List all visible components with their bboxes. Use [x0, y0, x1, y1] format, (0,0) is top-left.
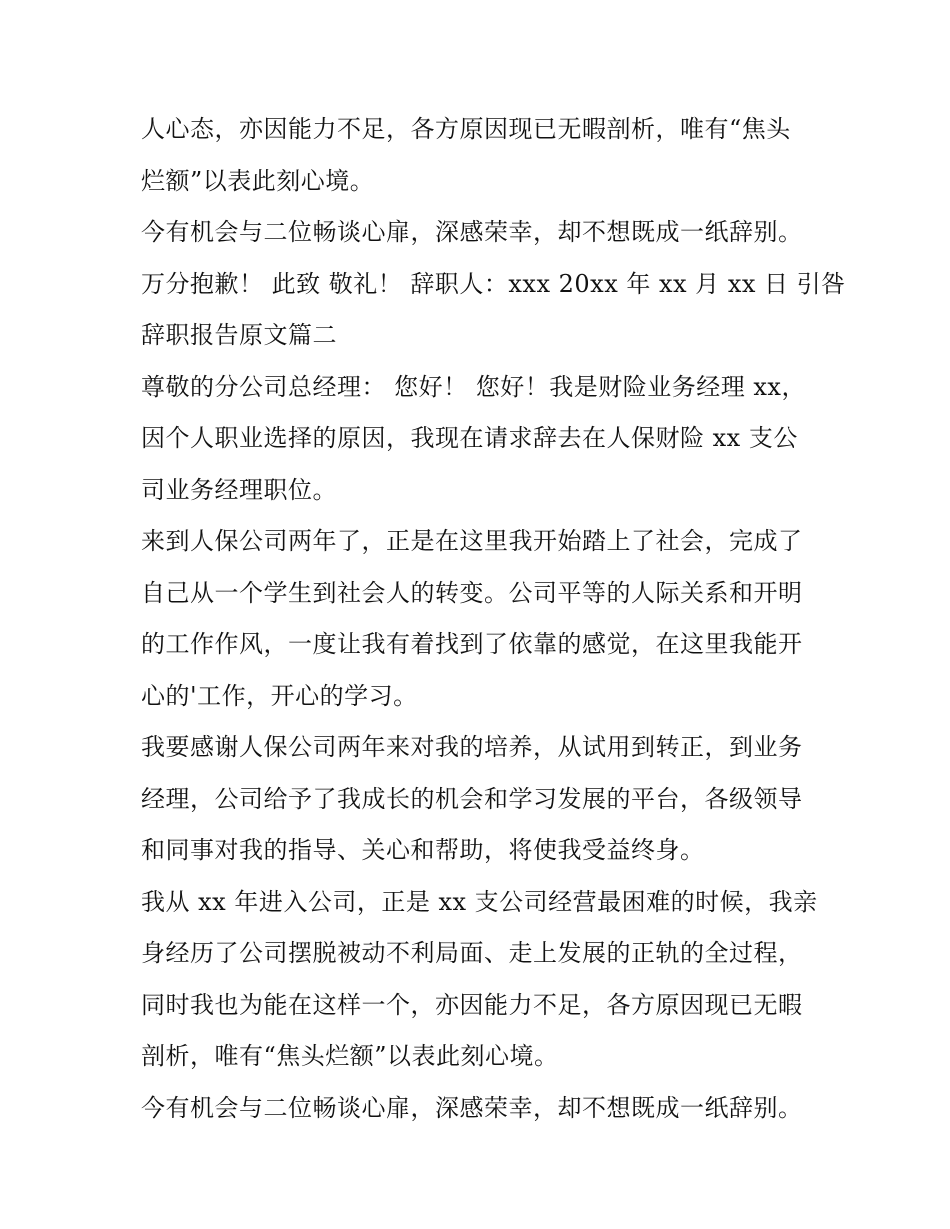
text-line: 我要感谢人保公司两年来对我的培养，从试用到转正，到业务 [141, 733, 803, 761]
text-line: 自己从一个学生到社会人的转变。公司平等的人际关系和开明 [141, 578, 803, 607]
text-line: 我从 xx 年进入公司，正是 xx 支公司经营最困难的时候，我亲 [141, 887, 818, 916]
text-line: 身经历了公司摆脱被动不利局面、走上发展的正轨的全过程， [141, 939, 803, 967]
document-body [141, 104, 846, 1134]
text-line: 的工作作风，一度让我有着找到了依靠的感觉，在这里我能开 [141, 630, 803, 658]
text-line: 司业务经理职位。 [141, 475, 337, 504]
text-line: 今有机会与二位畅谈心扉，深感荣幸，却不想既成一纸辞别。 [141, 1093, 803, 1122]
section-heading: 辞职报告原文篇二 [141, 321, 337, 349]
text-line: 来到人保公司两年了，正是在这里我开始踏上了社会，完成了 [141, 527, 803, 555]
text-line: 剖析，唯有“焦头烂额”以表此刻心境。 [141, 1042, 559, 1070]
text-line: 心的'工作，开心的学习。 [141, 681, 418, 710]
text-line: 今有机会与二位畅谈心扉，深感荣幸，却不想既成一纸辞别。 [141, 218, 803, 246]
text-line: 尊敬的分公司总经理： 您好！ 您好！我是财险业务经理 xx， [141, 372, 806, 401]
text-line: 万分抱歉！ 此致 敬礼！ 辞职人：xxx 20xx 年 xx 月 xx 日 引咎 [141, 269, 846, 298]
text-line: 经理，公司给予了我成长的机会和学习发展的平台，各级领导 [141, 784, 803, 813]
text-line: 因个人职业选择的原因，我现在请求辞去在人保财险 xx 支公 [141, 424, 798, 452]
text-line: 烂额”以表此刻心境。 [141, 166, 375, 195]
text-line: 和同事对我的指导、关心和帮助，将使我受益终身。 [141, 836, 705, 864]
text-line: 同时我也为能在这样一个，亦因能力不足，各方原因现已无暇 [141, 990, 803, 1019]
text-line: 人心态，亦因能力不足，各方原因现已无暇剖析，唯有“焦头 [141, 115, 791, 143]
